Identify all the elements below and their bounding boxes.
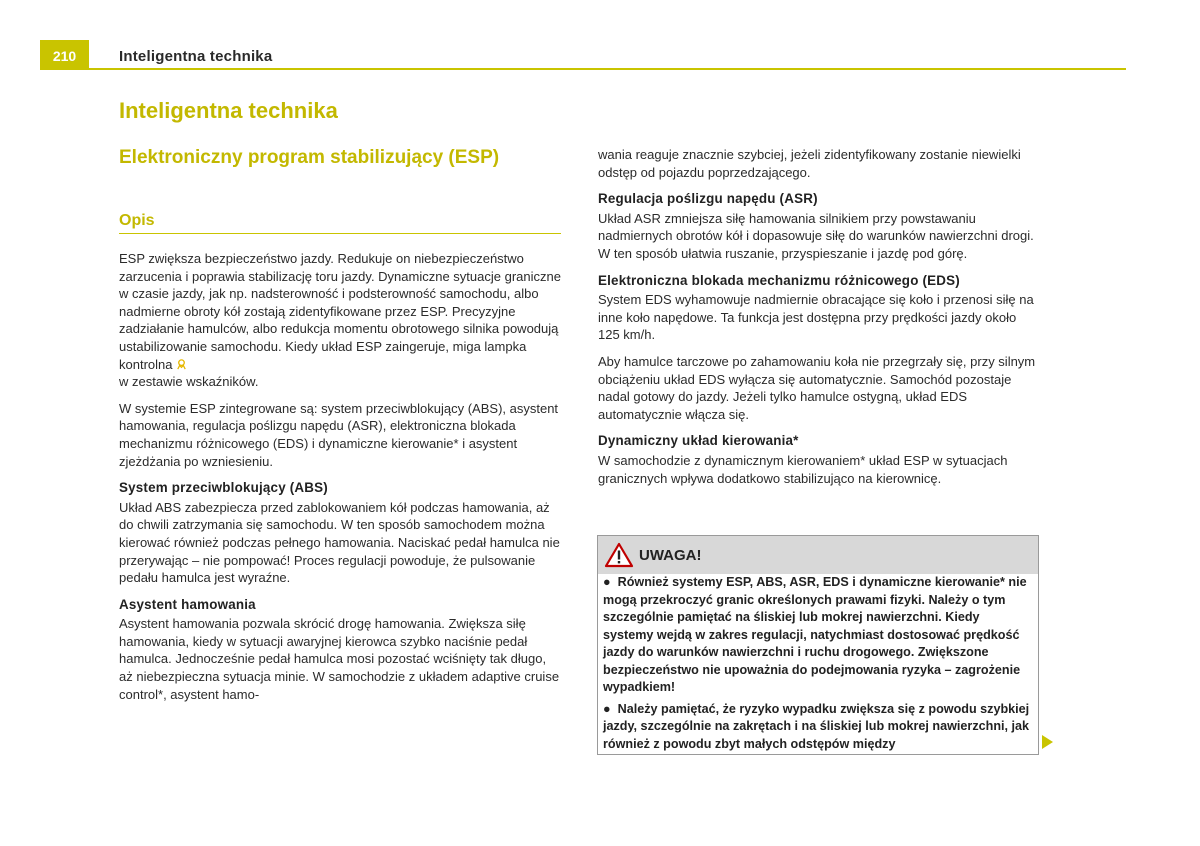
page-number: 210 <box>40 40 89 70</box>
brake-assist-text: Asystent hamowania pozwala skrócić drogę hamowania. Zwiększa siłę hamowania, kiedy w sytuacji awaryjnej kierowca szybko naciśnie pedał hamulca. Jednocześnie pedał hamulca mosi pozostać wciśnięty tak długo, aż niebezpieczna sytuacja minie. W samochodzie z układem adaptive cruise control*, asystent hamo- <box>119 616 560 702</box>
esp-intro-end: w zestawie wskaźników. <box>119 374 259 390</box>
abs-text: Układ ABS zabezpiecza przed zablokowaniem kół podczas hamowania, aż do chwili zatrzymania się samochodu. W ten sposób samochodem można kierować również podczas pełnego hamowania. Naciskać pedał hamulca nie przerywając – nie pompować! Proces regulacji powoduje, że pulsowanie pedału hamulca jest wyraźne. <box>119 499 560 586</box>
esp-intro-text: ESP zwiększa bezpieczeństwo jazdy. Redukuje on niebezpieczeństwo zarzucenia i poprawia stabilizację toru jazdy. Dynamiczne sytuacje graniczne w czasie jazdy, jak np. nadsterowność i podsterowność samochodu, albo nadmierne obroty kół zostają zidentyfikowane przez ESP. Precyzyjne zadziałanie hamulców, albo redukcja momentu obrotowego silnika powodują ustabilizowanie samochodu. Kiedy układ ESP zaingeruje, miga lampka kontrolna <box>119 251 561 372</box>
asr-text: Układ ASR zmniejsza siłę hamowania silnikiem przy powstawaniu nadmiernych obrotów kół i dopasowuje siłę do warunków nawierzchni drogi. W ten sposób ułatwia ruszanie, przyspieszanie i jazdę pod górę. <box>598 210 1034 261</box>
eds-text-1: System EDS wyhamowuje nadmiernie obracające się koło i przenosi siłę na inne koło napędowe. Ta funkcja jest dostępna przy prędkości jazdy około 125 km/h. <box>598 292 1034 343</box>
warning-label: UWAGA! <box>639 547 702 564</box>
warning-box <box>597 535 1039 755</box>
warning-body <box>598 574 1038 753</box>
main-title: Inteligentna technika <box>119 98 338 123</box>
warning-header <box>598 536 1038 574</box>
page-header <box>40 40 1126 70</box>
abs-heading: System przeciwblokujący (ABS) <box>119 480 328 496</box>
eds-text-2: Aby hamulce tarczowe po zahamowaniu koła nie przegrzały się, przy silnym obciążeniu układ EDS wyłącza się automatycznie. Samochód pozostaje nadal gotowy do jazdy. Jeżeli tylko hamulce ostygną, układ EDS automatycznie włącza się. <box>598 353 1036 422</box>
right-column <box>598 146 1040 496</box>
left-column <box>119 250 562 712</box>
header-rule <box>89 68 1126 70</box>
esp-warning-lamp-icon <box>175 358 188 371</box>
dynamic-steering-heading: Dynamiczny układ kierowania* <box>598 433 799 449</box>
warning-bullet-2-text: Należy pamiętać, że ryzyko wypadku zwiększa się z powodu szybkiej jazdy, szczególnie na zakrętach i na śliskiej lub mokrej nawierzchni, jak również z powodu zbyt małych odstępów między <box>603 701 1030 751</box>
paragraph-esp-systems: W systemie ESP zintegrowane są: system przeciwblokujący (ABS), asystent hamowania, regulacja poślizgu napędu (ASR), elektroniczna blokada mechanizmu różnicowego (EDS) i dynamiczne kierowanie* i asystent zjeżdżania po wzniesieniu. <box>119 400 559 469</box>
continue-arrow-icon <box>1042 735 1053 749</box>
warning-bullet-2: ● Należy pamiętać, że ryzyko wypadku zwiększa się z powodu szybkiej jazdy, szczególnie na zakrętach i na śliskiej lub mokrej nawierzchni, jak również z powodu zbyt małych odstępów między <box>603 701 1030 751</box>
header-title: Inteligentna technika <box>119 48 273 65</box>
brake-assist-heading: Asystent hamowania <box>119 596 256 612</box>
asr-heading: Regulacja poślizgu napędu (ASR) <box>598 191 818 207</box>
dynamic-steering-text: W samochodzie z dynamicznym kierowaniem* układ ESP w sytuacjach granicznych wpływa dodatkowo stabilizująco na kierownicę. <box>598 452 1008 486</box>
section-title: Elektroniczny program stabilizujący (ESP) <box>119 147 500 168</box>
continued-text: wania reaguje znacznie szybciej, jeżeli zidentyfikowany zostanie niewielki odstęp od pojazdu poprzedzającego. <box>598 147 1021 180</box>
warning-bullet-1-text: Również systemy ESP, ABS, ASR, EDS i dynamiczne kierowanie* nie mogą przekroczyć granic określonych prawami fizyki. Należy o tym szczególnie pamiętać na śliskiej lub mokrej nawierzchni. Kiedy systemy wejdą w zakres regulacji, natychmiast dostosować prędkość jazdy do warunków nawierzchni i ruchu drogowego. Zwiększone bezpieczeństwo nie upoważnia do podejmowania ryzyka – zagrożenie wypadkiem! <box>603 575 1027 694</box>
warning-bullet-1: ● Również systemy ESP, ABS, ASR, EDS i dynamiczne kierowanie* nie mogą przekroczyć granic określonych prawami fizyki. Należy o tym szczególnie pamiętać na śliskiej lub mokrej nawierzchni. Kiedy systemy wejdą w zakres regulacji, natychmiast dostosować prędkość jazdy do warunków nawierzchni i ruchu drogowego. Zwiększone bezpieczeństwo nie upoważnia do podejmowania ryzyka – zagrożenie wypadkiem! <box>603 575 1027 694</box>
eds-heading: Elektroniczna blokada mechanizmu różnicowego (EDS) <box>598 272 960 288</box>
paragraph-esp-intro <box>119 250 562 391</box>
warning-triangle-icon <box>604 542 634 568</box>
opis-title: Opis <box>119 212 561 234</box>
